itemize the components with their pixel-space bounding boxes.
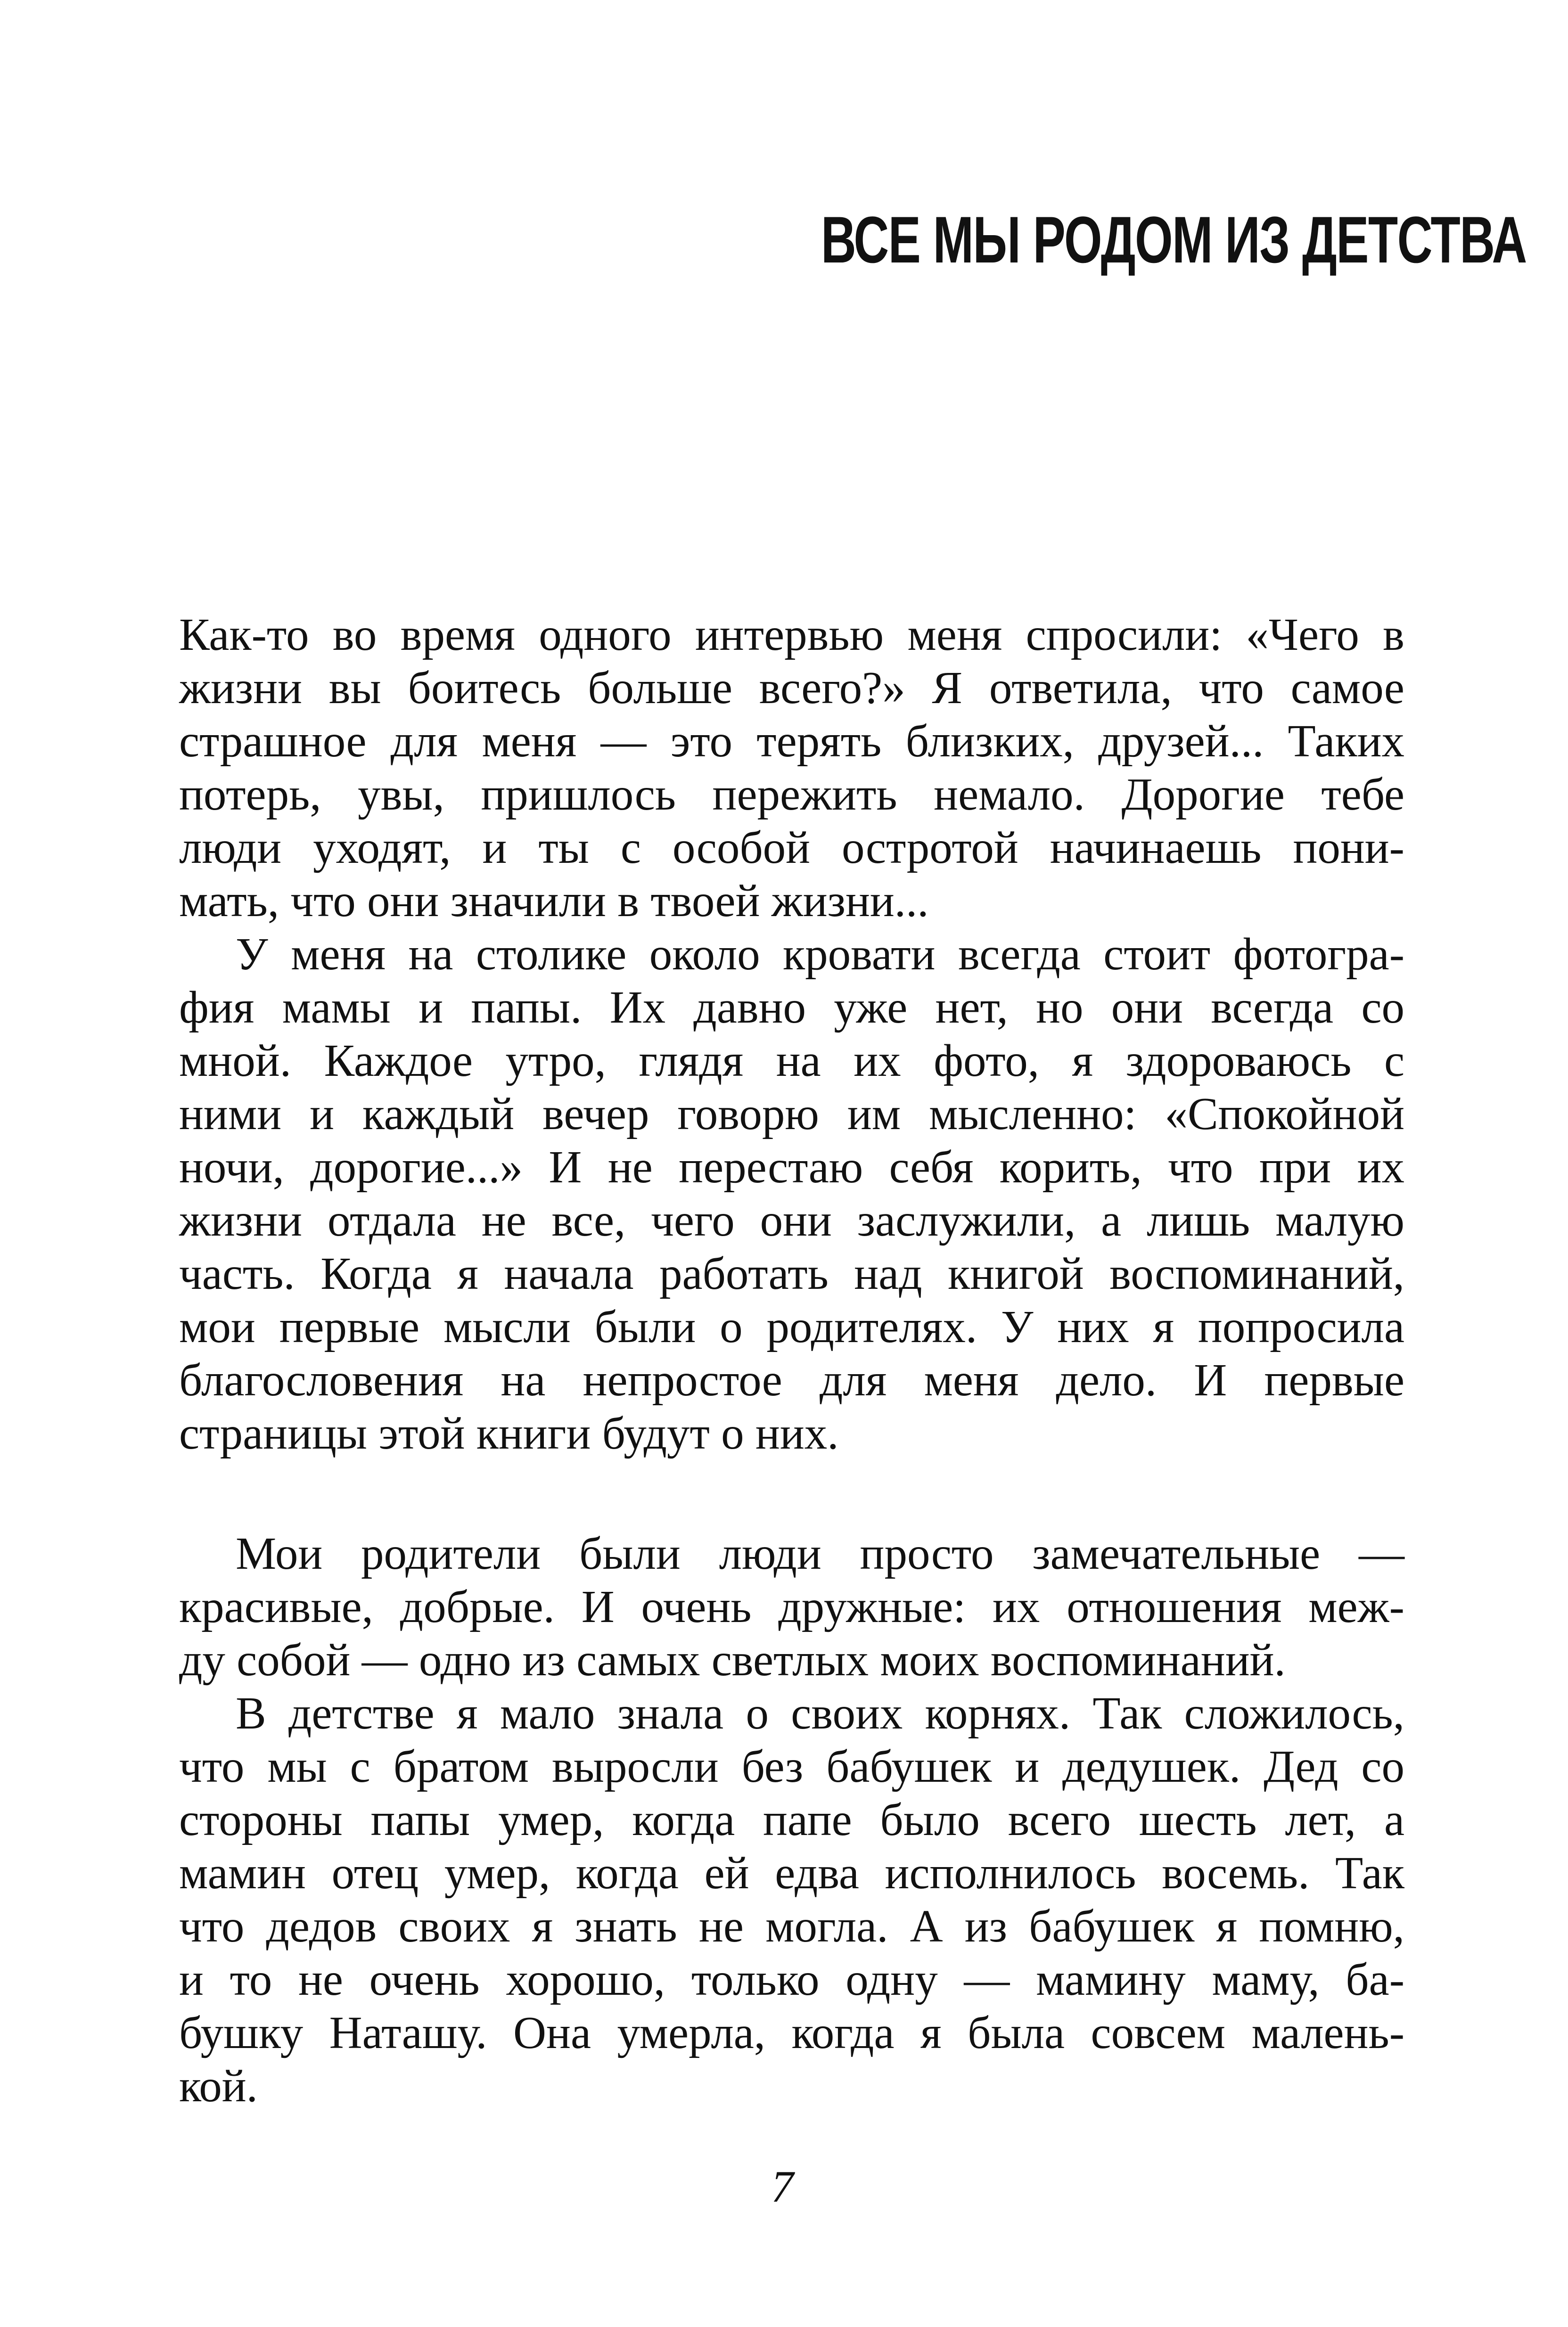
paragraph-3	[179, 1527, 1404, 1687]
text-line: У меня на столике около кровати всегда стоит фотогра-	[236, 929, 1404, 979]
paragraph-1	[179, 608, 1404, 927]
section-2	[179, 1527, 1404, 2113]
chapter-title: ВСЕ МЫ РОДОМ ИЗ ДЕТСТВА	[821, 202, 1527, 277]
text-line: благословения на непростое для меня дело. И первые	[179, 1355, 1404, 1405]
text-line: и то не очень хорошо, только одну — мамину маму, ба-	[179, 1954, 1404, 2005]
text-line: потерь, увы, пришлось пережить немало. Дорогие тебе	[179, 769, 1404, 819]
text-line: мои первые мысли были о родителях. У них я попросила	[179, 1302, 1404, 1352]
text-line: жизни отдала не все, чего они заслужили, а лишь малую	[179, 1195, 1404, 1245]
text-line: ними и каждый вечер говорю им мысленно: «Спокойной	[179, 1089, 1404, 1139]
section-1	[179, 608, 1404, 1460]
text-line: Как-то во время одного интервью меня спросили: «Чего в	[179, 609, 1404, 660]
text-line: стороны папы умер, когда папе было всего шесть лет, а	[179, 1794, 1404, 1845]
text-line: ночи, дорогие...» И не перестаю себя корить, что при их	[179, 1142, 1404, 1192]
paragraph-2	[179, 927, 1404, 1460]
text-line: красивые, добрые. И очень дружные: их отношения меж-	[179, 1581, 1404, 1632]
text-line: ду собой — одно из самых светлых моих воспоминаний.	[179, 1635, 1286, 1685]
text-line: жизни вы боитесь больше всего?» Я ответила, что самое	[179, 663, 1404, 713]
text-line: что мы с братом выросли без бабушек и дедушек. Дед со	[179, 1741, 1404, 1792]
text-line: страшное для меня — это терять близких, друзей... Таких	[179, 716, 1404, 766]
text-line: мать, что они значили в твоей жизни...	[179, 876, 929, 926]
text-line: страницы этой книги будут о них.	[179, 1408, 839, 1458]
text-line: фия мамы и папы. Их давно уже нет, но они всегда со	[179, 982, 1404, 1032]
text-line: мной. Каждое утро, глядя на их фото, я здороваюсь с	[179, 1035, 1404, 1086]
page-number: 7	[771, 2162, 794, 2212]
text-line: люди уходят, и ты с особой остротой начинаешь пони-	[179, 822, 1404, 873]
text-line: бушку Наташу. Она умерла, когда я была совсем малень-	[179, 2007, 1404, 2058]
text-line: что дедов своих я знать не могла. А из бабушек я помню,	[179, 1901, 1404, 1951]
text-line: Мои родители были люди просто замечательные —	[236, 1528, 1404, 1579]
text-line: В детстве я мало знала о своих корнях. Так сложилось,	[236, 1688, 1404, 1738]
paragraph-4	[179, 1687, 1404, 2113]
text-line: кой.	[179, 2061, 258, 2111]
text-line: часть. Когда я начала работать над книгой воспоминаний,	[179, 1248, 1404, 1299]
text-line: мамин отец умер, когда ей едва исполнилось восемь. Так	[179, 1848, 1404, 1898]
